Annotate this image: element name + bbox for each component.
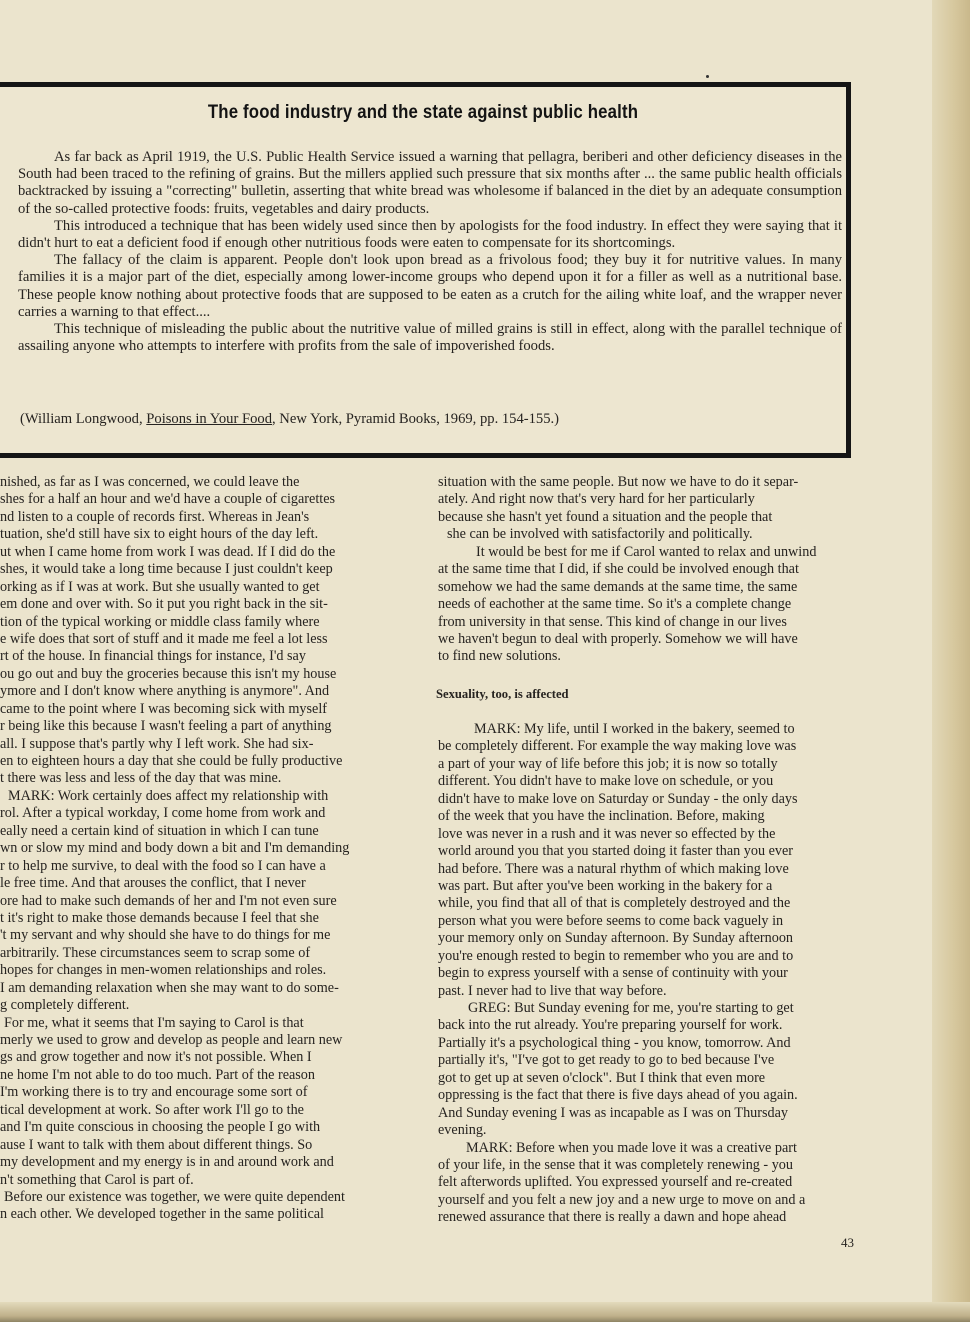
text-line: past. I never had to live that way before. (438, 982, 667, 999)
text-line: she can be involved with satisfactorily and politically. (447, 526, 753, 543)
text-line: needs of eachother at the same time. So it's a complete change (438, 596, 792, 613)
box-paragraph: This technique of misleading the public about the nutritive value of milled grains is still in effect, along with the parallel technique of assailing anyone who attempts to interfere with profits from the sale of impoverished foods. (18, 321, 842, 355)
text-line: situation with the same people. But now we have to do it separ- (438, 474, 799, 490)
text-line: MARK: Work certainly does affect my relationship with (8, 787, 329, 804)
text-line: hopes for changes in men-women relationships and roles. (0, 962, 327, 979)
text-line: to find new solutions. (438, 648, 561, 665)
text-line: love was never in a rush and it was never so effected by the (438, 825, 776, 842)
text-line: le free time. And that arouses the conflict, that I never (0, 875, 306, 892)
text-line: e wife does that sort of stuff and it made me feel a lot less (0, 630, 328, 647)
text-line: of the week that you have the inclination. Before, making (438, 808, 765, 825)
text-line: got to get up at seven o'clock". But I think that even more (438, 1069, 766, 1086)
text-line: partially it's, "I've got to get ready to go to bed because I've (438, 1052, 775, 1069)
citation-author: (William Longwood, (20, 411, 147, 427)
text-line: n't something that Carol is part of. (0, 1171, 194, 1188)
text-line: a part of your way of life before this job; it is now so totally (438, 755, 778, 772)
text-line: ymore and I don't know where anything is anymore". And (0, 683, 330, 700)
sidebar-quote-box (0, 82, 851, 458)
text-line: had before. There was a natural rhythm of which making love (438, 860, 789, 877)
text-line: while, you find that all of that is completely destroyed and the (438, 895, 791, 912)
text-line: n each other. We developed together in the same political (0, 1206, 325, 1223)
text-line: en to eighteen hours a day that she could be fully productive (0, 753, 343, 769)
text-line: rt of the house. In financial things for instance, I'd say (0, 648, 306, 665)
text-line: we haven't begun to deal with properly. Somehow we will have (438, 630, 798, 647)
text-line: MARK: My life, until I worked in the bakery, seemed to (474, 721, 795, 737)
text-line: r to help me survive, to deal with the food so I can have a (0, 857, 326, 874)
text-line: I am demanding relaxation when she may want to do some- (0, 979, 339, 996)
ink-speck (706, 75, 709, 78)
text-line: 't my servant and why should she have to do things for me (0, 927, 331, 944)
text-line: be completely different. For example the way making love was (438, 738, 797, 755)
box-citation (20, 410, 840, 428)
text-line: orking as if I was at work. But she usually wanted to get (0, 578, 320, 595)
page-edge-bottom (0, 1302, 970, 1322)
text-line: evening. (438, 1122, 487, 1139)
text-line: t there was less and less of the day that was mine. (0, 770, 282, 787)
text-line: because she hasn't yet found a situation and the people that (438, 508, 773, 525)
text-line: ore had to make such demands of her and I'm not even sure (0, 892, 337, 909)
text-line: somehow we had the same demands at the same time, the same (438, 578, 798, 595)
text-line: all. I suppose that's partly why I left work. She had six- (0, 735, 314, 752)
text-line: wn or slow my mind and body down a bit and I'm demanding (0, 840, 350, 857)
text-line: I'm working there is to try and encourage some sort of (0, 1084, 308, 1101)
text-line: oppressing is the fact that there is five days ahead of you again. (438, 1087, 798, 1104)
text-line: begin to express yourself with a sense of continuity with your (438, 965, 788, 982)
text-line: shes for a half an hour and we'd have a couple of cigarettes (0, 491, 336, 508)
text-line: merly we used to grow and develop as people and learn new (0, 1032, 343, 1048)
box-paragraph: The fallacy of the claim is apparent. People don't look upon bread as a frivolous food; they buy it for nutritive values. In many families it is a major part of the diet, especially among lower-income groups who depend upon it for a filler as well as a nutritional base. These people know nothing about protective foods that are supposed to be eaten as a crutch for the ailing white loaf, and the wrapper never carries a warning to that effect.... (18, 252, 842, 320)
text-line: felt afterwords uplifted. You expressed yourself and re-created (438, 1174, 793, 1191)
text-line: shes, it would take a long time because I just couldn't keep (0, 561, 333, 578)
text-line: ne home I'm not able to do too much. Part of the reason (0, 1066, 315, 1083)
text-line: didn't have to make love on Saturday or Sunday - the only days (438, 790, 798, 807)
text-line: eally need a certain kind of situation in which I can tune (0, 822, 319, 839)
left-column (0, 474, 405, 1224)
text-line: GREG: But Sunday evening for me, you're starting to get (468, 1000, 794, 1016)
text-line: yourself and you felt a new joy and a new urge to move on and a (438, 1191, 806, 1208)
text-line: g completely different. (0, 997, 130, 1014)
text-line: back into the rut already. You're preparing yourself for work. (438, 1017, 783, 1034)
text-line: was part. But after you've been working in the bakery for a (438, 877, 773, 894)
text-line: r being like this because I wasn't feeling a part of anything (0, 718, 332, 735)
page-number: 43 (841, 1235, 854, 1250)
text-line: ately. And right now that's very hard for her particularly (438, 491, 755, 508)
text-line: came to the point where I was becoming sick with myself (0, 700, 328, 717)
text-line: you're enough rested to begin to remember who you are and to (438, 947, 794, 964)
text-line: Before our existence was together, we were quite dependent (4, 1188, 345, 1205)
box-paragraph: As far back as April 1919, the U.S. Public Health Service issued a warning that pellagra, beriberi and other deficiency diseases in the South had been traced to the refining of grains. But the millers applied such pressure that six months after ... the same public health officials backtracked by issuing a "correcting" bulletin, asserting that white bread was wholesome if balanced in the diet by an adequate consumption of the so-called protective foods: fruits, vegetables and dairy products. (18, 149, 842, 217)
text-line: Partially it's a psychological thing - you know, tomorrow. And (438, 1034, 791, 1051)
text-line: gs and grow together and now it's not possible. When I (0, 1049, 312, 1066)
text-line: It would be best for me if Carol wanted to relax and unwind (476, 543, 817, 560)
box-title: The food industry and the state against public health (207, 101, 639, 123)
text-line: my development and my energy is in and around work and (0, 1154, 334, 1171)
box-body (18, 149, 842, 355)
citation-publisher: , New York, Pyramid Books, 1969, pp. 154-155.) (272, 411, 560, 427)
text-line: tion of the typical working or middle class family where (0, 613, 320, 630)
section-heading: Sexuality, too, is affected (436, 687, 569, 701)
text-line: For me, what it seems that I'm saying to Carol is that (4, 1014, 304, 1031)
box-paragraph: This introduced a technique that has been widely used since then by apologists for the food industry. In effect they were saying that it didn't hurt to eat a deficient food if enough other nutritious foods were eaten to compensate for its shortcomings. (18, 217, 842, 252)
text-line: And Sunday evening I was as incapable as I was on Thursday (438, 1104, 789, 1121)
text-line: em done and over with. So it put you right back in the sit- (0, 596, 328, 613)
text-line: world around you that you started doing it faster than you ever (438, 843, 793, 860)
text-line: tical development at work. So after work I'll go to the (0, 1101, 304, 1118)
text-line: person what you were before seems to come back vaguely in (438, 912, 784, 929)
text-line: arbitrarily. These circumstances seem to scrap some of (0, 944, 311, 961)
text-line: rol. After a typical workday, I come home from work and (0, 805, 326, 822)
text-line: different. You didn't have to make love on schedule, or you (438, 773, 774, 790)
right-column-top (438, 474, 886, 666)
text-line: renewed assurance that there is really a dawn and hope ahead (438, 1209, 787, 1226)
text-line: ut when I came home from work I was dead. If I did do the (0, 543, 336, 560)
text-line: MARK: Before when you made love it was a creative part (466, 1139, 797, 1156)
text-line: tuation, she'd still have six to eight hours of the day left. (0, 526, 319, 543)
text-line: and I'm quite conscious in choosing the people I go with (0, 1119, 321, 1136)
text-line: your memory only on Sunday afternoon. By Sunday afternoon (438, 930, 794, 947)
text-line: ause I want to talk with them about different things. So (0, 1136, 313, 1153)
text-line: ou go out and buy the groceries because this isn't my house (0, 665, 337, 682)
text-line: nd listen to a couple of records first. Whereas in Jean's (0, 508, 310, 525)
citation-book-title: Poisons in Your Food (146, 411, 272, 427)
text-line: nished, as far as I was concerned, we could leave the (0, 474, 300, 490)
text-line: from university in that sense. This kind of change in our lives (438, 613, 787, 630)
right-column-bottom (438, 721, 886, 1227)
text-line: t it's right to make those demands because I feel that she (0, 909, 319, 926)
text-line: at the same time that I did, if she could be involved enough that (438, 561, 799, 578)
text-line: of your life, in the sense that it was completely renewing - you (438, 1156, 793, 1173)
page-edge-right (932, 0, 970, 1322)
